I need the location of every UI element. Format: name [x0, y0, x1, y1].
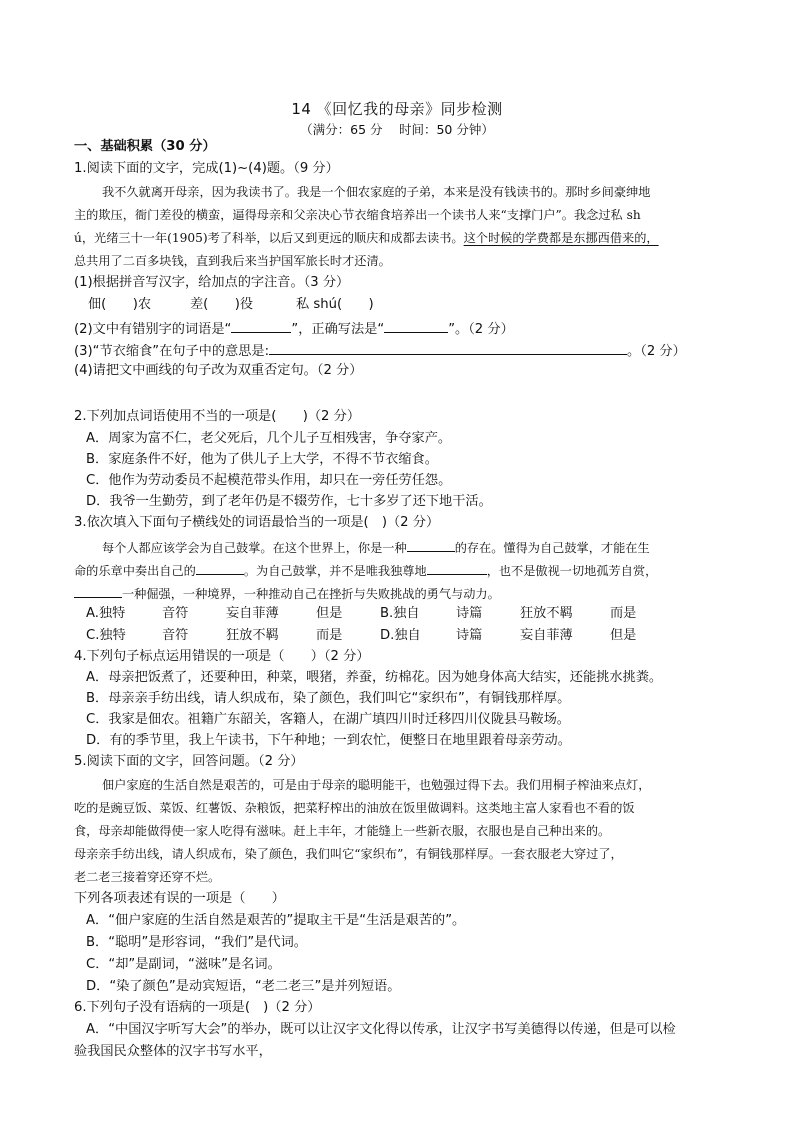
q1-sub1-item: 佃( )农	[88, 297, 152, 312]
q5-option: A．“佃户家庭的生活自然是艰苦的”提取主干是“生活是艰苦的”。	[86, 913, 466, 928]
answer-blank[interactable]	[269, 340, 627, 355]
q1-sub4: (4)请把文中画线的句子改为双重否定句。（2 分）	[74, 363, 363, 378]
q3-option-word: B.独自	[380, 606, 420, 621]
q3-option-word: 狂放不羁	[520, 606, 573, 621]
q5-passage-line: 食，母亲却能做得使一家人吃得有滋味。赶上丰年，才能缝上一些新衣服，衣服也是自己种出来的。	[74, 824, 611, 838]
q5-option: B．“聪明”是形容词，“我们”是代词。	[86, 935, 307, 950]
q4-option: C．我家是佃农。祖籍广东韶关，客籍人，在湖广填四川时迁移四川仪陇县马鞍场。	[86, 712, 570, 727]
q1-passage-line: 主的欺压，衙门差役的横蛮，逼得母亲和父亲决心节衣缩食培养出一个读书人来“支撑门户”。我念过私 sh	[74, 208, 641, 222]
q3-passage-text: ，也不是傲视一切地孤芳自赏，	[486, 564, 658, 578]
q2-option: B．家庭条件不好，他为了供儿子上大学，不得不节衣缩食。	[86, 452, 438, 467]
q2-option: A．周家为富不仁，老父死后，几个儿子互相残害，争夺家产。	[86, 431, 452, 446]
q5-passage-line: 吃的是豌豆饭、菜饭、红薯饭、杂粮饭，把菜籽榨出的油放在饭里做调料。这类地主富人家看也不看的饭	[74, 801, 635, 815]
q4-option: A．母亲把饭煮了，还要种田，种菜，喂猪，养蚕，纺棉花。因为她身体高大结实，还能挑水挑粪。	[86, 670, 663, 685]
q3-option-word: 诗篇	[456, 606, 483, 621]
q3-passage-line	[74, 583, 500, 603]
q3-passage-text: 每个人都应该学会为自己鼓掌。在这个世界上，你是一种	[102, 541, 407, 555]
q5-passage-line: 佃户家庭的生活自然是艰苦的，可是由于母亲的聪明能干，也勉强过得下去。我们用桐子榨油来点灯，	[102, 778, 651, 792]
q1-sub2-text: ”，正确写法是“	[291, 322, 385, 337]
q3-option-word: 妄自菲薄	[520, 628, 573, 643]
q3-passage-text: 。为自己鼓掌，并不是唯我独尊地	[243, 564, 427, 578]
q1-sub1-item: 私 shú( )	[296, 297, 374, 312]
q1-sub1: (1)根据拼音写汉字，给加点的字注音。（3 分）	[74, 275, 350, 290]
q3-passage-text: 命的乐章中奏出自己的	[74, 564, 196, 578]
q3-passage-text: 一种倔强，一种境界，一种推动自己在挫折与失败挑战的勇气与动力。	[122, 587, 500, 601]
q3-option-word: A.独特	[86, 606, 126, 621]
q6-option-cont: 验我国民众整体的汉字书写水平，	[74, 1044, 272, 1059]
q4-prompt: 4.下列句子标点运用错误的一项是（ ）（2 分）	[74, 649, 370, 664]
q1-sub2-text: (2)文中有错别字的词语是“	[74, 322, 232, 337]
q1-sub3-text: 。（2 分）	[627, 344, 686, 359]
q3-option-word: 音符	[162, 606, 189, 621]
answer-blank[interactable]	[196, 560, 244, 575]
q3-option-word: 诗篇	[456, 628, 483, 643]
q3-option-word: 音符	[162, 628, 189, 643]
q3-option-word: 而是	[316, 628, 343, 643]
q5-passage-line: 老二老三接着穿还穿不烂。	[74, 870, 221, 884]
q5-prompt: 5.阅读下面的文字，回答问题。（2 分）	[74, 754, 304, 769]
q5-option: C．“却”是副词，“滋味”是名词。	[86, 957, 281, 972]
q5-option: D．“染了颜色”是动宾短语，“老二老三”是并列短语。	[86, 979, 401, 994]
q1-sub2-text: ”。（2 分）	[448, 322, 514, 337]
q4-option: D．有的季节里，我上午读书，下午种地；一到农忙，便整日在地里跟着母亲劳动。	[86, 733, 571, 748]
q3-option-word: C.独特	[86, 628, 126, 643]
page-subtitle: （满分：65 分 时间：50 分钟）	[300, 122, 494, 137]
q2-prompt: 2.下列加点词语使用不当的一项是( )（2 分）	[74, 409, 361, 424]
q4-option: B．母亲亲手纺出线，请人织成布，染了颜色，我们叫它“家织布”，有铜钱那样厚。	[86, 691, 571, 706]
q5-passage-line: 母亲亲手纺出线，请人织成布，染了颜色，我们叫它“家织布”，有铜钱那样厚。一套衣服老大穿过了，	[74, 847, 623, 861]
q1-passage-line: 总共用了二百多块钱，直到我后来当护国军旅长时才还清。	[74, 254, 391, 268]
q1-passage-line: 我不久就离开母亲，因为我读书了。我是一个佃农家庭的子弟，本来是没有钱读书的。那时乡间豪绅地	[102, 185, 651, 199]
q3-option-word: D.独自	[380, 628, 421, 643]
q1-sub1-item: 差( )役	[190, 297, 254, 312]
q1-prompt: 1.阅读下面的文字，完成(1)~(4)题。（9 分）	[74, 161, 339, 176]
q1-sub3-text: (3)“节衣缩食”在句子中的意思是:	[74, 344, 270, 359]
q2-option: C．他作为劳动委员不起模范带头作用，却只在一旁任劳任怨。	[86, 473, 452, 488]
q1-sub3	[74, 340, 686, 361]
answer-blank[interactable]	[427, 560, 487, 575]
q3-option-word: 妄自菲薄	[226, 606, 279, 621]
section-heading: 一、基础积累（30 分）	[74, 139, 216, 154]
q3-option-word: 但是	[316, 606, 343, 621]
q1-passage-line	[74, 229, 659, 247]
q3-option-word: 狂放不羁	[226, 628, 279, 643]
q1-sub2	[74, 318, 514, 339]
q3-passage-text: 的存在。懂得为自己鼓掌，才能在生	[454, 541, 650, 555]
q3-prompt: 3.依次填入下面句子横线处的词语最恰当的一项是( )（2 分）	[74, 515, 440, 530]
q6-option: A．“中国汉字听写大会”的举办，既可以让汉字文化得以传承，让汉字书写美德得以传递，但是可以检	[86, 1022, 676, 1037]
answer-blank[interactable]	[384, 318, 448, 333]
page-title: 14 《回忆我的母亲》同步检测	[291, 100, 503, 118]
q1-passage-text: ú，光绪三十一年(1905)考了科举，以后又到更远的顺庆和成都去读书。	[74, 231, 464, 245]
answer-blank[interactable]	[407, 537, 455, 552]
answer-blank[interactable]	[74, 583, 122, 598]
q3-passage-line	[74, 560, 657, 580]
q6-prompt: 6.下列句子没有语病的一项是( )（2 分）	[74, 1000, 321, 1015]
answer-blank[interactable]	[231, 318, 291, 333]
q1-underlined-sentence: 这个时候的学费都是东挪西借来的，	[463, 231, 659, 245]
q3-option-word: 而是	[610, 606, 637, 621]
q3-passage-line	[102, 537, 650, 557]
q2-option: D．我爷一生勤劳，到了老年仍是不辍劳作，七十多岁了还下地干活。	[86, 494, 492, 509]
q3-option-word: 但是	[610, 628, 637, 643]
q5-question: 下列各项表述有误的一项是（ ）	[74, 891, 285, 906]
